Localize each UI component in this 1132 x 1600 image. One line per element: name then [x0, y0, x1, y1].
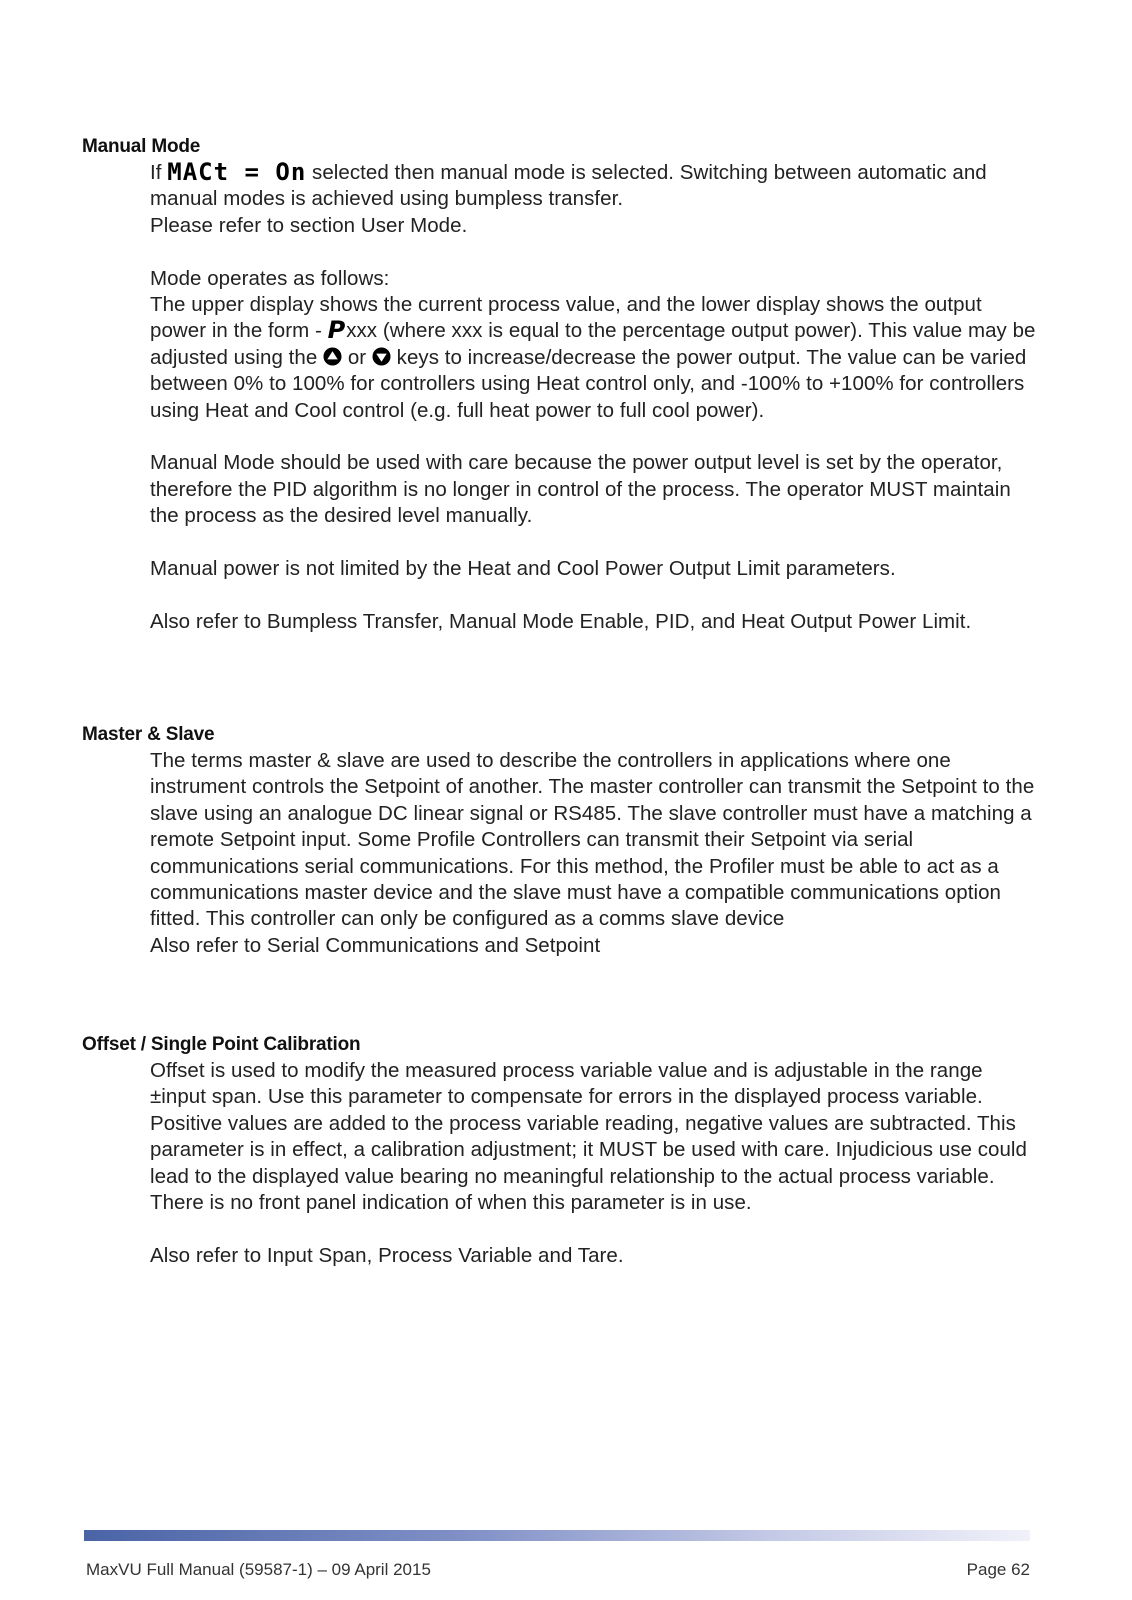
up-arrow-key-icon	[323, 347, 342, 366]
offset-also-refer: Also refer to Input Span, Process Variable and Tare.	[150, 1243, 624, 1267]
master-slave-body	[150, 748, 1042, 959]
offset-calibration-body	[150, 1058, 1042, 1269]
footer-page-number: Page 62	[966, 1560, 1030, 1579]
manual-mode-body	[150, 160, 1042, 635]
offset-calibration-section	[82, 1032, 1042, 1269]
master-slave-heading: Master & Slave	[82, 724, 215, 745]
offset-calibration-heading: Offset / Single Point Calibration	[82, 1034, 361, 1055]
manual-mode-section	[82, 134, 1042, 635]
master-slave-also-refer: Also refer to Serial Communications and Setpoint	[150, 933, 601, 957]
manual-mode-care-text: Manual Mode should be used with care because the power output level is set by the operator, therefore the PID algorithm is no longer in control of the process. The operator MUST maintain the process as the desired level manually.	[150, 451, 1011, 528]
manual-power-limit-text: Manual power is not limited by the Heat and Cool Power Output Limit parameters.	[150, 557, 896, 581]
mode-operates-text: The upper display shows the current process value, and the lower display shows the output power in the form - Pxxx (where xxx is equal to the percentage output power). This value may be adjusted using the or keys to increase/decrease the power output. The value can be varied between 0% to 100% for controllers using Heat control only, and -100% to +100% for controllers using Heat and Cool control (e.g. full heat power to full cool power).	[150, 293, 1036, 422]
manual-mode-intro: If MACt = On selected then manual mode is selected. Switching between automatic and manual modes is achieved using bumpless transfer.	[150, 158, 987, 211]
footer-gradient-bar	[84, 1530, 1030, 1541]
manual-mode-heading: Manual Mode	[82, 136, 201, 157]
footer-document-title: MaxVU Full Manual (59587-1) – 09 April 2015	[86, 1560, 431, 1579]
master-slave-text: The terms master & slave are used to describe the controllers in applications where one instrument controls the Setpoint of another. The master controller can transmit the Setpoint to the slave using an analogue DC linear signal or RS485. The slave controller must have a matching a remote Setpoint input. Some Profile Controllers can transmit their Setpoint via serial communications serial communications. For this method, the Profiler must be able to act as a communications master device and the slave must have a compatible communications option fitted. This controller can only be configured as a comms slave device	[150, 749, 1035, 931]
offset-calibration-text: Offset is used to modify the measured process variable value and is adjustable in the range ±input span. Use this parameter to compensate for errors in the displayed process variable. Positive values are added to the process variable reading, negative values are subtracted. This parameter is in effect, a calibration adjustment; it MUST be used with care. Injudicious use could lead to the displayed value bearing no meaningful relationship to the actual process variable. There is no front panel indication of when this parameter is in use.	[150, 1059, 1027, 1215]
mact-on-display-code: MACt = On	[167, 158, 307, 186]
master-slave-section	[82, 722, 1042, 959]
manual-mode-also-refer: Also refer to Bumpless Transfer, Manual Mode Enable, PID, and Heat Output Power Limit.	[150, 609, 972, 633]
down-arrow-key-icon	[372, 347, 391, 366]
manual-mode-ref: Please refer to section User Mode.	[150, 213, 468, 237]
mode-operates-intro: Mode operates as follows:	[150, 266, 390, 290]
p-display-code: P	[327, 316, 347, 345]
